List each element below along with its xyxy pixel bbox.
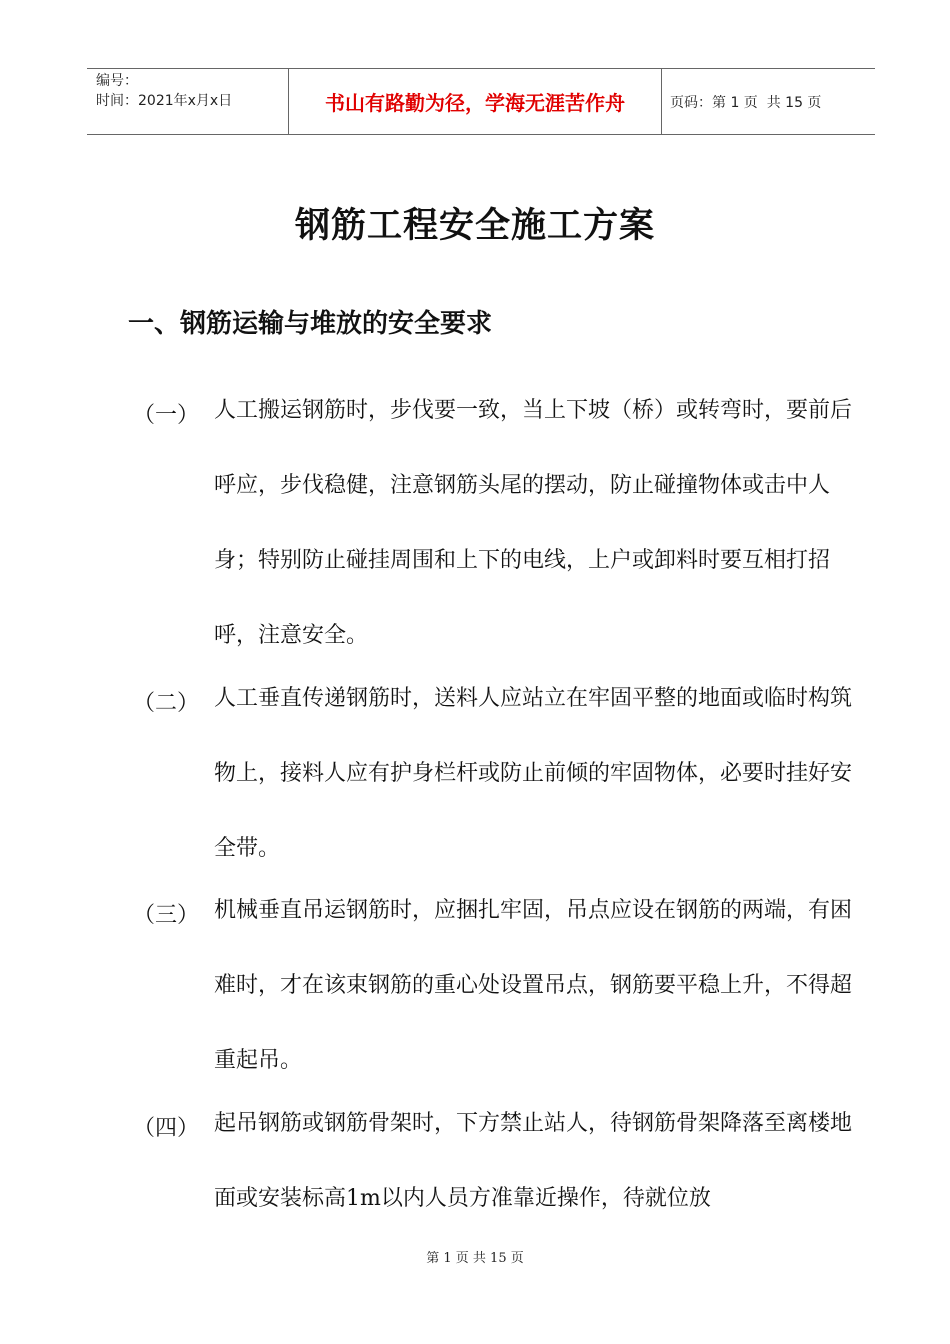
header-motto [288, 69, 662, 134]
item-text: 人工垂直传递钢筋时，送料人应站立在牢固平整的地面或临时构筑物上，接料人应有护身栏杆或防止前倾的牢固物体，必要时挂好安全带。 [214, 686, 853, 861]
page-footer: 第 1 页 共 15 页 [426, 1251, 524, 1266]
item-text: 人工搬运钢筋时，步伐要一致，当上下坡（桥）或转弯时，要前后呼应，步伐稳健，注意钢筋头尾的摆动，防止碰撞物体或击中人身；特别防止碰挂周围和上下的电线，上户或卸料时要互相打招呼，注意安全。 [214, 398, 853, 648]
motto-text: 书山有路勤为径，学海无涯苦作舟 [325, 91, 625, 115]
item-label: （二） [133, 691, 200, 716]
item-label: （三） [133, 903, 200, 928]
header-meta [87, 69, 288, 134]
section-heading: 一、钢筋运输与堆放的安全要求 [128, 309, 493, 339]
header-page-info [662, 69, 875, 134]
item-label: （四） [133, 1116, 200, 1141]
item-label: （一） [133, 403, 200, 428]
item-text: 机械垂直吊运钢筋时，应捆扎牢固，吊点应设在钢筋的两端，有困难时，才在该束钢筋的重心处设置吊点，钢筋要平稳上升，不得超重起吊。 [214, 898, 853, 1073]
page-info-text: 页码：第 1 页 共 15 页 [670, 94, 822, 111]
time-label: 时间：2021年x月x日 [96, 93, 233, 109]
item-text: 起吊钢筋或钢筋骨架时，下方禁止站人，待钢筋骨架降落至离楼地面或安装标高1m以内人员方准靠近操作，待就位放 [214, 1111, 853, 1211]
document-title: 钢筋工程安全施工方案 [294, 205, 655, 246]
number-label: 编号： [96, 73, 138, 89]
page-header [87, 68, 875, 135]
